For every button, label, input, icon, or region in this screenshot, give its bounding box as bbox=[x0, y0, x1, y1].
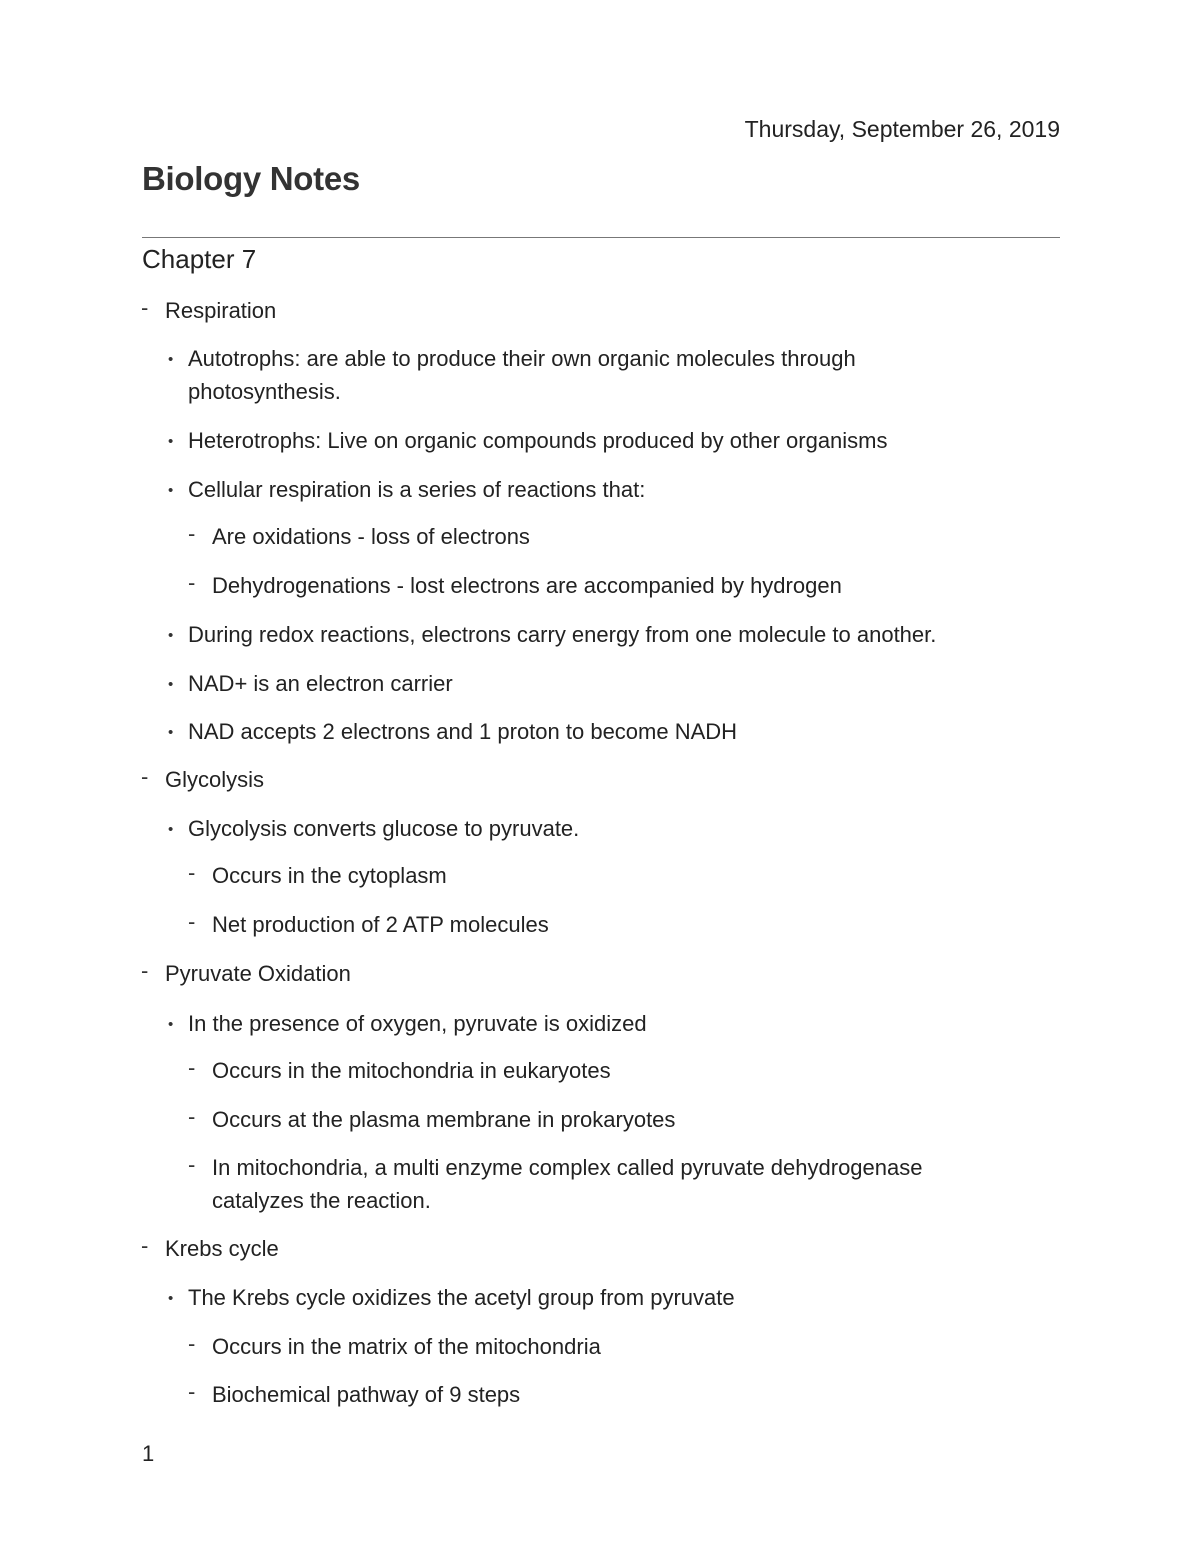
list-item bbox=[168, 342, 856, 408]
dash-marker: - bbox=[141, 295, 149, 320]
bullet-marker: • bbox=[168, 351, 174, 368]
list-item bbox=[188, 1054, 611, 1087]
list-item-text: Occurs in the mitochondria in eukaryotes bbox=[212, 1058, 611, 1083]
bullet-marker: • bbox=[168, 433, 174, 450]
list-item-text: Are oxidations - loss of electrons bbox=[212, 524, 530, 549]
list-item bbox=[141, 957, 351, 990]
list-item-text: Occurs at the plasma membrane in prokaryotes bbox=[212, 1107, 676, 1132]
list-item bbox=[168, 473, 646, 506]
dash-marker: - bbox=[188, 1104, 196, 1129]
chapter-heading: Chapter 7 bbox=[142, 244, 257, 274]
list-item-text: Glycolysis bbox=[165, 767, 265, 792]
list-item bbox=[168, 424, 888, 457]
list-item bbox=[188, 1330, 601, 1363]
dash-marker: - bbox=[188, 1379, 196, 1404]
dash-marker: - bbox=[188, 1331, 196, 1356]
list-item-text: Biochemical pathway of 9 steps bbox=[212, 1382, 521, 1407]
bullet-marker: • bbox=[168, 1290, 174, 1307]
list-item-text: Dehydrogenations - lost electrons are accompanied by hydrogen bbox=[212, 573, 842, 598]
list-item-text: In mitochondria, a multi enzyme complex called pyruvate dehydrogenase bbox=[212, 1155, 923, 1180]
dash-marker: - bbox=[188, 860, 196, 885]
list-item bbox=[141, 763, 265, 796]
list-item-text: Occurs in the cytoplasm bbox=[212, 863, 447, 888]
list-item-text: Autotrophs: are able to produce their own organic molecules through bbox=[188, 346, 856, 371]
note-date: Thursday, September 26, 2019 bbox=[744, 116, 1060, 142]
list-item bbox=[188, 569, 842, 602]
list-item bbox=[188, 1103, 676, 1136]
dash-marker: - bbox=[188, 570, 196, 595]
list-item-text: The Krebs cycle oxidizes the acetyl group from pyruvate bbox=[188, 1285, 735, 1310]
list-item-text: NAD+ is an electron carrier bbox=[188, 671, 453, 696]
list-item bbox=[168, 812, 580, 845]
dash-marker: - bbox=[141, 958, 149, 983]
list-item bbox=[188, 1378, 521, 1411]
dash-marker: - bbox=[141, 1233, 149, 1258]
list-item-text: Glycolysis converts glucose to pyruvate. bbox=[188, 816, 580, 841]
dash-marker: - bbox=[141, 764, 149, 789]
list-item-text: NAD accepts 2 electrons and 1 proton to become NADH bbox=[188, 719, 738, 744]
list-item bbox=[188, 859, 447, 892]
dash-marker: - bbox=[188, 521, 196, 546]
list-item bbox=[141, 294, 277, 327]
bullet-marker: • bbox=[168, 1016, 174, 1033]
list-item bbox=[168, 715, 738, 748]
list-item bbox=[141, 1232, 279, 1265]
list-item bbox=[168, 618, 937, 651]
bullet-marker: • bbox=[168, 724, 174, 741]
list-item-text: Respiration bbox=[165, 298, 277, 323]
list-item bbox=[188, 520, 530, 553]
list-item bbox=[168, 667, 453, 700]
bullet-marker: • bbox=[168, 676, 174, 693]
dash-marker: - bbox=[188, 909, 196, 934]
list-item-text: During redox reactions, electrons carry energy from one molecule to another. bbox=[188, 622, 937, 647]
list-item-text: Heterotrophs: Live on organic compounds produced by other organisms bbox=[188, 428, 888, 453]
list-item-text: Krebs cycle bbox=[165, 1236, 279, 1261]
dash-marker: - bbox=[188, 1152, 196, 1177]
list-item bbox=[188, 908, 549, 941]
list-item-text: In the presence of oxygen, pyruvate is oxidized bbox=[188, 1011, 647, 1036]
page-number: 1 bbox=[142, 1441, 155, 1466]
dash-marker: - bbox=[188, 1055, 196, 1080]
list-item-text-continued: catalyzes the reaction. bbox=[212, 1188, 431, 1213]
list-item-text: Pyruvate Oxidation bbox=[165, 961, 351, 986]
list-item bbox=[168, 1281, 735, 1314]
list-item bbox=[168, 1007, 647, 1040]
list-item-text: Net production of 2 ATP molecules bbox=[212, 912, 549, 937]
list-item-text-continued: photosynthesis. bbox=[188, 379, 341, 404]
list-item bbox=[188, 1151, 923, 1217]
title-divider bbox=[142, 237, 1060, 238]
page-title: Biology Notes bbox=[142, 160, 360, 197]
bullet-marker: • bbox=[168, 821, 174, 838]
list-item-text: Occurs in the matrix of the mitochondria bbox=[212, 1334, 601, 1359]
bullet-marker: • bbox=[168, 627, 174, 644]
bullet-marker: • bbox=[168, 482, 174, 499]
list-item-text: Cellular respiration is a series of reactions that: bbox=[188, 477, 646, 502]
